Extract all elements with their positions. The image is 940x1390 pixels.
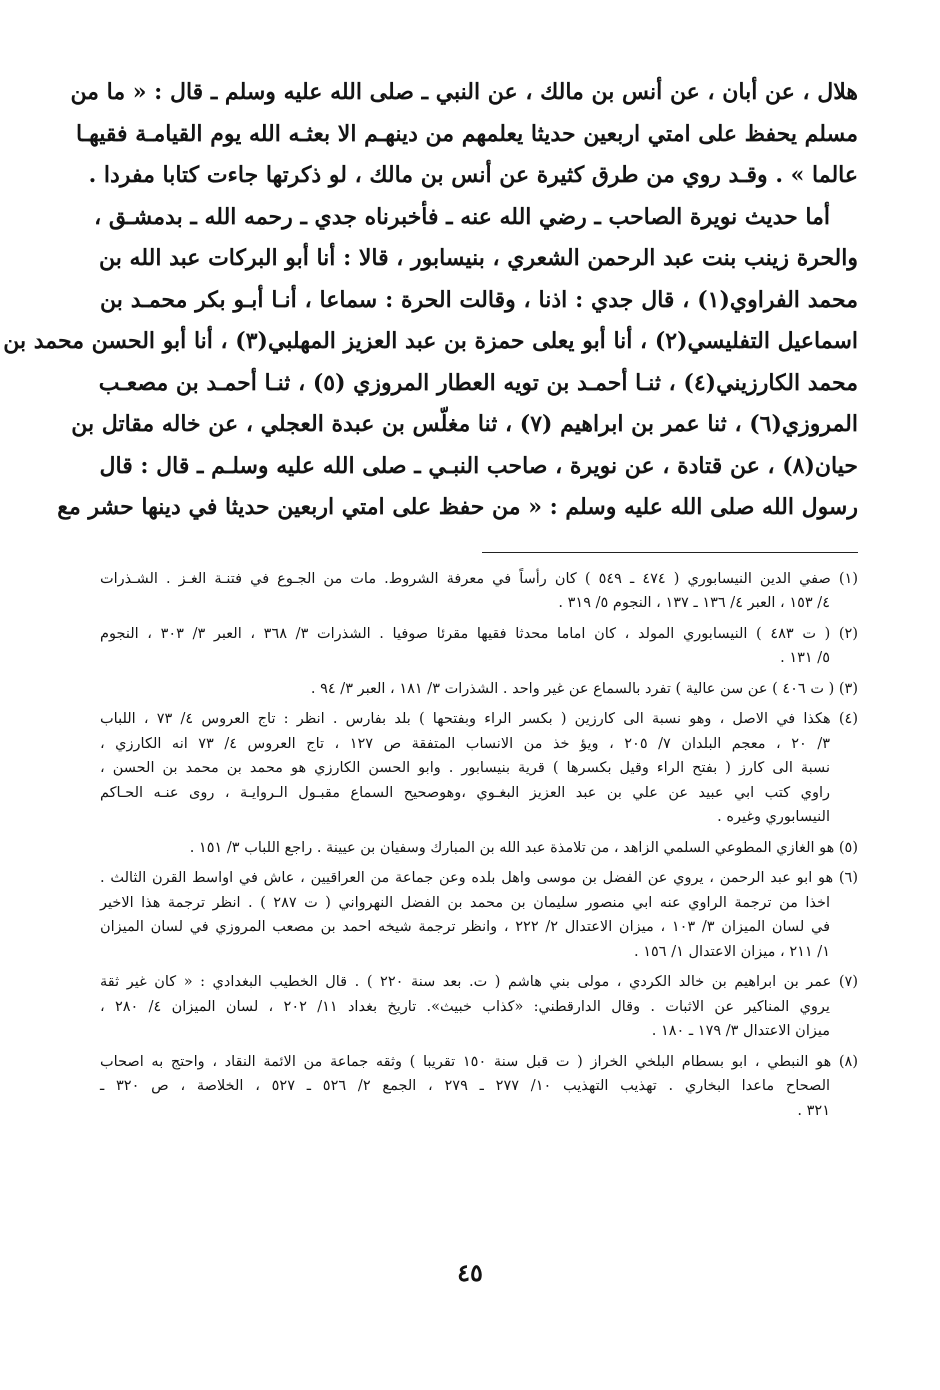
footnote-line: يروي المناكير عن الاثبات . وقال الدارقطني: «كذاب خبيث». تاريخ بغداد ١١/ ٢٠٢ ، لسان الميزان ٤/ ٢٨٠ ، [100, 998, 830, 1015]
main-text-line: والحرة زينب بنت عبد الرحمن الشعري ، بنيسابور ، قالا : أنا أبو البركات عبد الله بن [99, 245, 858, 271]
footnote-line: (٨) هو النبطي ، ابو بسطام البلخي الخراز ( ت قبل سنة ١٥٠ تقريبا ) وثقه جماعة من الائمة النقاد ، واحتج به اصحاب [100, 1053, 859, 1070]
footnote-line: راوي كتب ابي عبيد عن علي بن عبد العزيز البغـوي ،وهوصحيح السماع مقبـول الـروايـة ، روى عنـه الحـاكم [100, 784, 830, 801]
footnote-line: ١/ ٢١١ ، ميزان الاعتدال ١/ ١٥٦ . [634, 943, 830, 960]
footnote-4 [100, 707, 858, 830]
footnote-line: الصحاح ماعدا البخاري . تهذيب التهذيب ١٠/ ٢٧٧ ـ ٢٧٩ ، الجمع ٢/ ٥٢٦ ـ ٥٢٧ ، الخلاصة ، ص ٣٢٠ ـ [100, 1078, 831, 1094]
footnote-3 [100, 677, 858, 702]
footnote-2 [100, 622, 858, 671]
main-text-line: المروزي(٦) ، ثنا عمر بن ابراهيم (٧) ، ثنا مغلّس بن عبدة العجلي ، عن خاله مقاتل بن [71, 411, 858, 437]
footnote-line: النيسابوري وغيره . [717, 809, 830, 825]
main-text-block [3, 72, 859, 529]
main-text-line: اسماعيل التفليسي(٢) ، أنا أبو يعلى حمزة بن عبد العزيز المهلبي(٣) ، أنا أبو الحسن محمد بن [3, 328, 858, 354]
footnote-line: اخذا من ترجمة الراوي عنه ابي منصور سليمان بن محمد بن الفضل النهرواني ( ت ٢٨٧ ) . انظر ترجمة هذا الاخير [100, 894, 830, 911]
main-text-line: رسول الله صلى الله عليه وسلم : « من حفظ على امتي اربعين حديثا في دينها حشر مع [57, 494, 858, 520]
main-text-line: أما حديث نويرة الصاحب ـ رضي الله عنه ـ فأخبرناه جدي ـ رحمه الله ـ بدمشـق ، [94, 203, 830, 230]
footnote-line: (٣) ( ت ٤٠٦ ) عن سن عالية ) تفرد بالسماع عن غير واحد . الشذرات ٣/ ١٨١ ، العبر ٣/ ٩٤ . [310, 680, 858, 697]
footnote-line: (٦) هو ابو عبد الرحمن ، يروي عن الفضل بن موسى واهل بلده وعن جماعة من العراقيين ، عاش في اواسط القرن الثالث . [100, 870, 858, 886]
footnote-line: في لسان الميزان ٣/ ١٠٣ ، ميزان الاعتدال ٢/ ٢٢٢ ، وانظر ترجمة شيخه احمد بن مصعب المروزي في لسان الميزان [100, 919, 831, 935]
footnote-line: ٥/ ١٣١ . [780, 650, 830, 666]
footnote-line: (٥) هو الغازي المطوعي السلمي الزاهد ، من تلامذة عبد الله بن المبارك وسفيان بن عيينة . راجع اللباب ٣/ ١٥١ . [189, 839, 858, 856]
main-text-line: عالما » . وقـد روي من طرق كثيرة عن أنس بن مالك ، لو ذكرتها جاءت كتابا مفردا . [88, 162, 858, 188]
footnote-line: ٤/ ١٥٣ ، العبر ٤/ ١٣٦ ـ ١٣٧ ، النجوم ٥/ ٣١٩ . [558, 595, 830, 611]
footnote-line: (١) صفي الدين النيسابوري ( ٤٧٤ ـ ٥٤٩ ) كان رأساً في معرفة الشروط. مات من الجـوع في فتنـة الغـز . الشـذرات [100, 570, 859, 587]
footnote-1 [100, 567, 858, 616]
footnote-line: ميزان الاعتدال ٣/ ١٧٩ ـ ١٨٠ . [651, 1023, 830, 1039]
footnote-line: (٧) عمر بن ابراهيم بن خالد الكردي ، مولى بني هاشم ( ت. بعد سنة ٢٢٠ ) . قال الخطيب البغدادي : « كان غير ثقة [100, 974, 859, 990]
footnote-line: (٤) هكذا في الاصل ، وهو نسبة الى كارزين ( بكسر الراء وبفتحها ) بلد بفارس . انظر : تاج العروس ٤/ ٧٣ ، اللباب [100, 711, 859, 727]
page-number: ٤٥ [457, 1258, 483, 1287]
main-text-line: مسلم يحفظ على امتي اربعين حديثا يعلمهم من دينهـم الا بعثـه الله يوم القيامـة فقيهـا [76, 120, 858, 147]
footnote-line: ٣٢١ . [797, 1102, 830, 1119]
footnote-6 [100, 866, 858, 964]
document-page [3, 72, 859, 1129]
footnotes-block [100, 567, 858, 1124]
footnote-line: نسبة الى كارز ( بفتح الراء وقيل بكسرها ) قرية بنيسابور . وابو الحسن الكارزي هو محمد بن محمد بن الحسن ، [100, 760, 830, 776]
footnote-line: ٣/ ٢٠ ، معجم البلدان ٧/ ٢٠٥ ، ويؤ خذ من الانساب المتفقة ص ١٢٧ ، تاج العروس ٤/ ٧٣ انه الكارزي ، [100, 735, 831, 752]
footnote-5 [100, 836, 858, 861]
main-text-line: هلال ، عن أبان ، عن أنس بن مالك ، عن النبي ـ صلى الله عليه وسلم ـ قال : « ما من [70, 79, 858, 105]
main-text-line: محمد الفراوي(١) ، قال جدي : اذنا ، وقالت الحرة : سماعا ، أنـا أبـو بكر محمـد بن [100, 286, 859, 313]
footnote-separator [482, 552, 858, 553]
main-text-line: حيان(٨) ، عن قتادة ، عن نويرة ، صاحب النبـي ـ صلى الله عليه وسلـم ـ قال : قال [99, 452, 858, 479]
footnote-line: (٢) ( ت ٤٨٣ ) النيسابوري المولد ، كان اماما محدثا فقيها مقرئا صوفيا . الشذرات ٣/ ٣٦٨ ، العبر ٣/ ٣٠٣ ، النجوم [100, 625, 859, 642]
main-text-line: محمد الكارزيني(٤) ، ثنـا أحمـد بن تويه العطار المروزي (٥) ، ثنـا أحمـد بن مصعـب [98, 369, 858, 396]
footnote-8 [100, 1050, 858, 1124]
footnote-7 [100, 970, 858, 1044]
